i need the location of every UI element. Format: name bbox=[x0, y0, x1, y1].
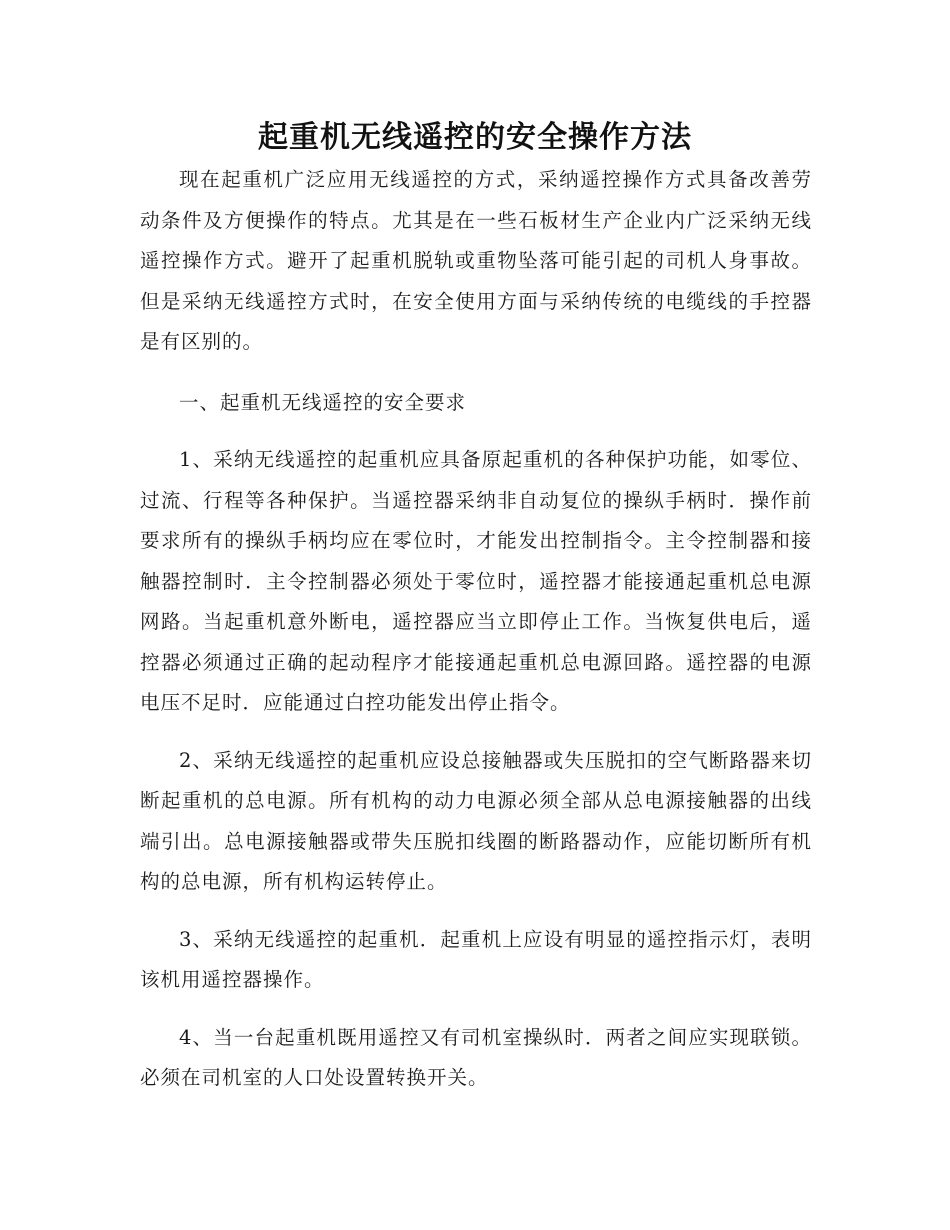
section-heading: 一、起重机无线遥控的安全要求 bbox=[179, 390, 467, 414]
document-body bbox=[140, 160, 812, 1099]
requirement-paragraph-1: 1、采纳无线遥控的起重机应具备原起重机的各种保护功能，如零位、过流、行程等各种保护。当遥控器采纳非自动复位的操纵手柄时．操作前要求所有的操纵手柄均应在零位时，才能发出控制指令。主令控制器和接触器控制时．主令控制器必须处于零位时，遥控器才能接通起重机总电源网路。当起重机意外断电，遥控器应当立即停止工作。当恢复供电后，遥控器必须通过正确的起动程序才能接通起重机总电源回路。遥控器的电源电压不足时．应能通过白控功能发出停止指令。 bbox=[140, 448, 812, 714]
page-title: 起重机无线遥控的安全操作方法 bbox=[258, 120, 692, 155]
intro-paragraph: 现在起重机广泛应用无线遥控的方式，采纳遥控操作方式具备改善劳动条件及方便操作的特点。尤其是在一些石板材生产企业内广泛采纳无线遥控操作方式。避开了起重机脱轨或重物坠落可能引起的司机人身事故。但是采纳无线遥控方式时，在安全使用方面与采纳传统的电缆线的手控器是有区别的。 bbox=[140, 168, 812, 353]
requirement-paragraph-4: 4、当一台起重机既用遥控又有司机室操纵时．两者之间应实现联锁。必须在司机室的人口处设置转换开关。 bbox=[140, 1025, 812, 1089]
requirement-paragraph-3: 3、采纳无线遥控的起重机．起重机上应设有明显的遥控指示灯，表明该机用遥控器操作。 bbox=[140, 927, 812, 991]
requirement-paragraph-2: 2、采纳无线遥控的起重机应设总接触器或失压脱扣的空气断路器来切断起重机的总电源。所有机构的动力电源必须全部从总电源接触器的出线端引出。总电源接触器或带失压脱扣线圈的断路器动作，应能切断所有机构的总电源，所有机构运转停止。 bbox=[140, 748, 812, 893]
